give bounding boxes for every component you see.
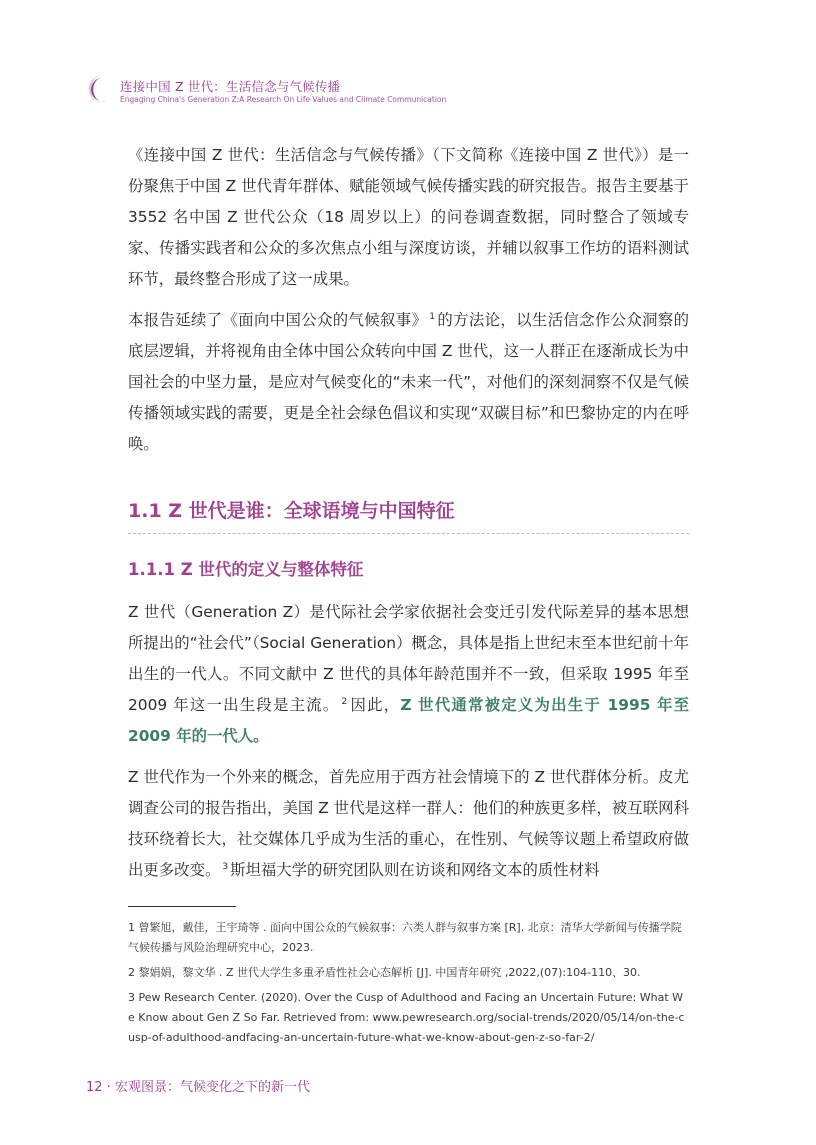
paragraph-definition-text-a: Z 世代（Generation Z）是代际社会学家依据社会变迁引发代际差异的基本思想所提出的“社会代”（Social Generation）概念，具体是指上世纪末至本世纪前十年出生的一代人。不同文献中 Z 世代的具体年龄范围并不一致，但采取 1995 年至 2009 年这一出生段是主流。 — [128, 603, 689, 714]
paragraph-method-text-a: 本报告延续了《面向中国公众的气候叙事》 — [128, 311, 428, 329]
paragraph-western-text-a: Z 世代作为一个外来的概念，首先应用于西方社会情境下的 Z 世代群体分析。皮尤调查公司的报告指出，美国 Z 世代是这样一群人：他们的种族更多样，被互联网科技环绕着长大，社交媒体几乎成为生活的重心，在性别、气候等议题上希望政府做出更多改变。 — [128, 768, 689, 879]
paragraph-intro: 《连接中国 Z 世代：生活信念与气候传播》（下文简称《连接中国 Z 世代》）是一份聚焦于中国 Z 世代青年群体、赋能领域气候传播实践的研究报告。报告主要基于 3552 名中国 Z 世代公众（18 周岁以上）的问卷调查数据，同时整合了领域专家、传播实践者和公众的多次焦点小组与深度访谈，并辅以叙事工作坊的语料测试环节，最终整合形成了这一成果。 — [128, 146, 689, 288]
footnote-ref-2[interactable]: 2 — [341, 696, 348, 707]
footnotes — [128, 918, 689, 1053]
definition-highlight: Z 世代通常被定义为出生于 1995 年至 2009 年的一代人。 — [128, 696, 689, 745]
paragraph-western-text-b: 斯坦福大学的研究团队则在访谈和网络文本的质性材料 — [230, 861, 600, 879]
paragraph-definition-text-b: 因此， — [349, 696, 401, 714]
footnote-3: 3 Pew Research Center. (2020). Over the Cusp of Adulthood and Facing an Uncertain Future: What We Know about Gen Z So Far. Retrieved from: www.pewresearch.org/social-trends/2020/05/14/on-the-cusp-of-adulthood-andfacing-an-uncertain-future-what-we-know-about-gen-z-so-far-2/ — [128, 991, 685, 1044]
crescent-logo-icon — [86, 73, 116, 105]
section-heading: 1.1 Z 世代是谁：全球语境与中国特征 — [128, 496, 689, 534]
page-footer: 12 · 宏观图景：气候变化之下的新一代 — [86, 1080, 310, 1095]
footnote-1: 1 曾繁旭，戴佳，王宇琦等 . 面向中国公众的气候叙事：六类人群与叙事方案 [R]. 北京：清华大学新闻与传播学院气候传播与风险治理研究中心，2023. — [128, 921, 682, 954]
header-title-zh: 连接中国 Z 世代：生活信念与气候传播 — [120, 79, 341, 94]
paragraph-definition — [128, 597, 689, 752]
paragraph-western-context — [128, 762, 689, 886]
header-title-en: Engaging China's Generation Z:A Research On Life Values and Climate Communication — [120, 95, 447, 104]
footnote-ref-3[interactable]: 3 — [222, 861, 229, 872]
footnote-ref-1[interactable]: 1 — [429, 311, 435, 322]
main-content — [128, 140, 689, 896]
subsection-heading: 1.1.1 Z 世代的定义与整体特征 — [128, 560, 364, 579]
paragraph-method — [128, 305, 689, 460]
footnote-divider — [128, 906, 236, 907]
paragraph-method-text-b: 的方法论，以生活信念作公众洞察的底层逻辑，并将视角由全体中国公众转向中国 Z 世代，这一人群正在逐渐成长为中国社会的中坚力量，是应对气候变化的“未来一代”，对他们的深刻洞察不仅是气候传播领域实践的需要，更是全社会绿色倡议和实现“双碳目标”和巴黎协定的内在呼唤。 — [128, 311, 689, 453]
footnote-2: 2 黎娟娟，黎文华 . Z 世代大学生多重矛盾性社会心态解析 [J]. 中国青年研究 ,2022,(07):104-110、30. — [128, 966, 641, 979]
